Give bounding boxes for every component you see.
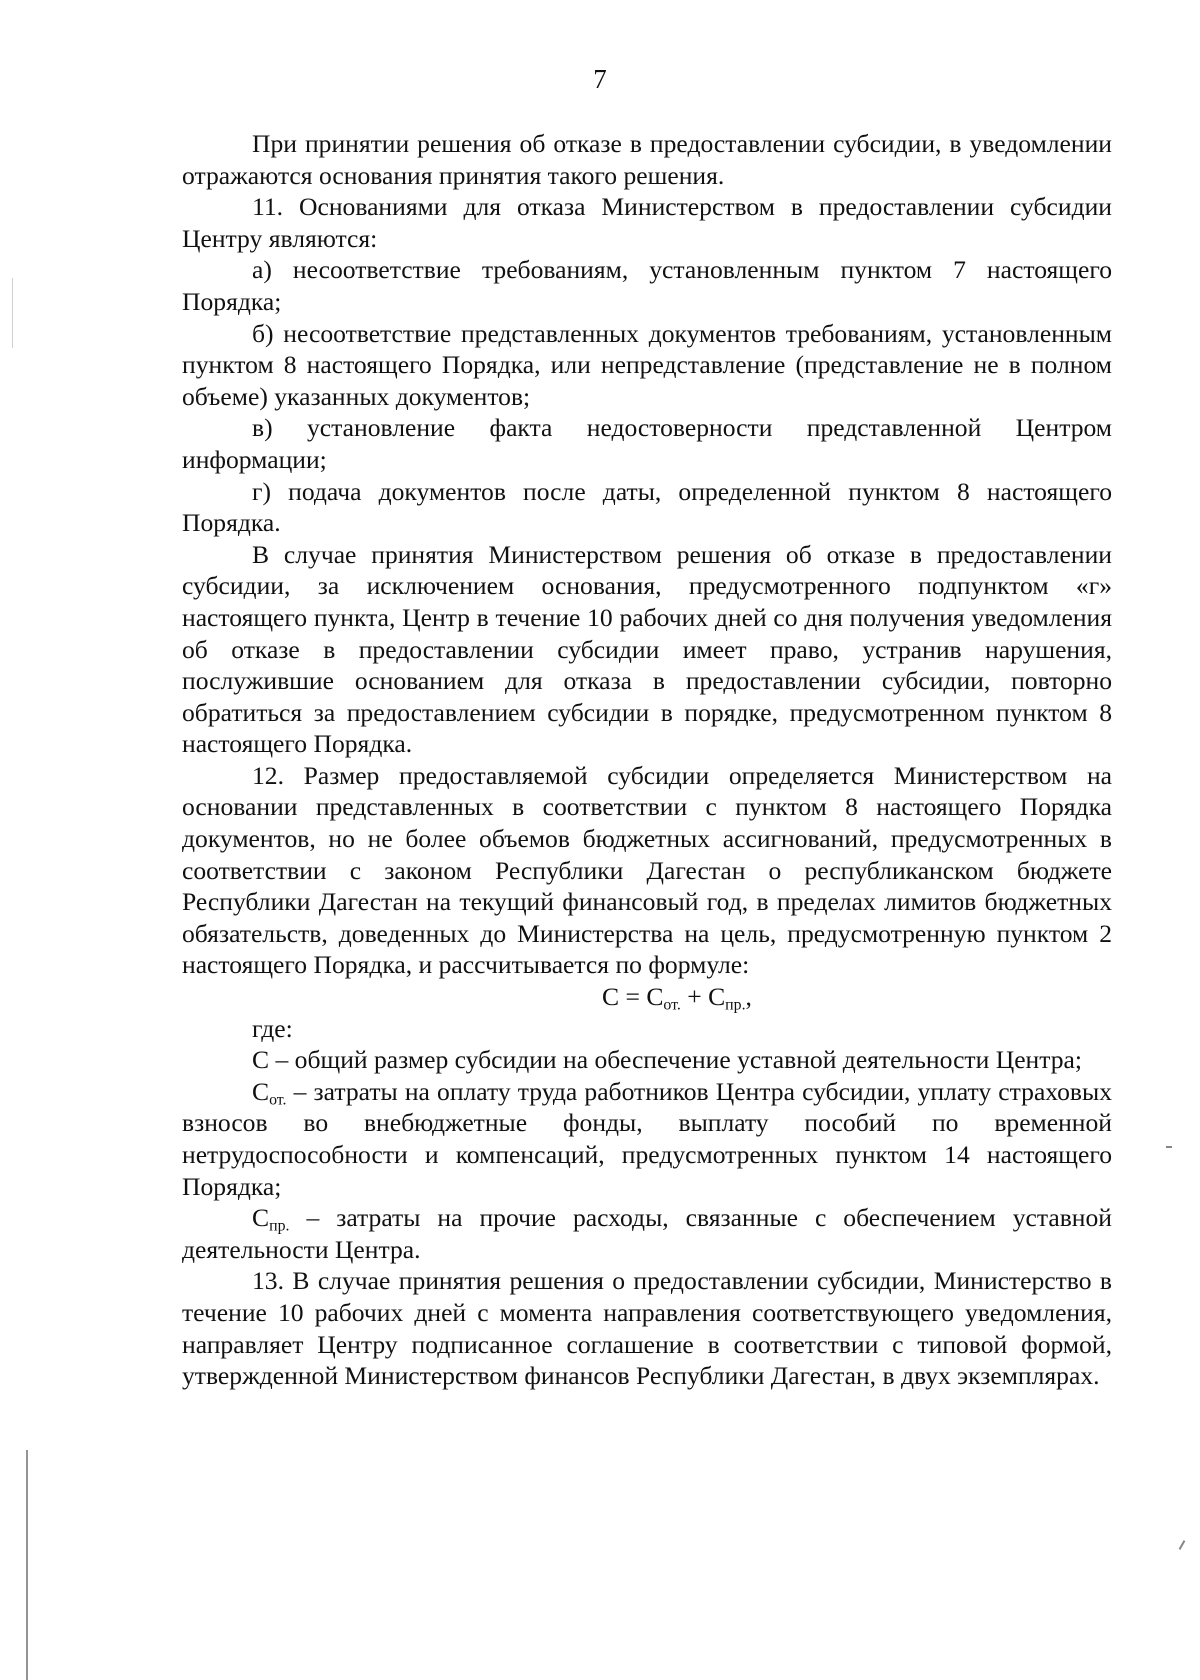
c-pr-text: – затраты на прочие расходы, связанные с обеспечением уставной деятельности Центра. [182, 1203, 1112, 1264]
scan-artifact-left-top [12, 278, 13, 348]
where-label: где: [252, 1013, 293, 1043]
page-number: 7 [593, 64, 607, 94]
paragraph-11-g: г) подача документов после даты, определенной пунктом 8 настоящего Порядка. [182, 476, 1112, 538]
paragraph-11-b: б) несоответствие представленных документов требованиям, установленным пунктом 8 настоящего Порядка, или непредставление (представление не в полном объеме) указанных документов; [182, 318, 1112, 411]
formula-tail: , [745, 982, 752, 1012]
paragraph-11-header: 11. Основаниями для отказа Министерством в предоставлении субсидии Центру являются: [182, 192, 1112, 253]
paragraph-11-v: в) установление факта недостоверности представленной Центром информации; [182, 413, 1112, 474]
c-ot-text: – затраты на оплату труда работников Центра субсидии, уплату страховых взносов во внебюджетные фонды, выплату пособий по временной нетрудоспособности и компенсаций, предусмотренных пунктом 14 настоящего Порядка; [182, 1076, 1112, 1201]
paragraph-12: 12. Размер предоставляемой субсидии определяется Министерством на основании представленных в соответствии с пунктом 8 настоящего Порядка документов, но не более объемов бюджетных ассигнований, предусмотренных в соответствии с законом Республики Дагестан о республиканском бюджете Республики Дагестан на текущий финансовый год, в пределах лимитов бюджетных обязательств, доведенных до Министерства на цель, предусмотренную пунктом 2 настоящего Порядка, и рассчитывается по формуле: [182, 760, 1112, 980]
scan-artifact-right-mark [1166, 1146, 1172, 1148]
document-body [182, 128, 1112, 1392]
definition-c-ot [182, 1076, 1112, 1202]
formula-lhs: С = С [602, 982, 664, 1012]
formula [182, 981, 1112, 1013]
definition-c-pr [182, 1202, 1112, 1265]
paragraph-refusal-notice: При принятии решения об отказе в предоставлении субсидии, в уведомлении отражаются основания принятия такого решения. [182, 129, 1112, 190]
definition-c-total: С – общий размер субсидии на обеспечение уставной деятельности Центра; [252, 1045, 1083, 1075]
paragraph-13: 13. В случае принятия решения о предоставлении субсидии, Министерство в течение 10 рабочих дней с момента направления соответствующего уведомления, направляет Центру подписанное соглашение в соответствии с типовой формой, утвержденной Министерством финансов Республики Дагестан, в двух экземплярах. [182, 1266, 1112, 1391]
formula-sub-ot: от. [663, 996, 681, 1014]
c-ot-symbol: С [252, 1076, 270, 1106]
formula-sub-pr: пр. [725, 996, 746, 1014]
c-pr-symbol: С [252, 1203, 270, 1233]
scan-artifact-right-tick [1179, 1540, 1186, 1550]
scan-artifact-left-bottom [26, 1450, 28, 1680]
paragraph-resubmission: В случае принятия Министерством решения об отказе в предоставлении субсидии, за исключением основания, предусмотренного подпунктом «г» настоящего пункта, Центр в течение 10 рабочих дней со дня получения уведомления об отказе в предоставлении субсидии имеет право, устранив нарушения, послужившие основанием для отказа в предоставлении субсидии, повторно обратиться за предоставлением субсидии в порядке, предусмотренном пунктом 8 настоящего Порядка. [182, 539, 1112, 759]
formula-plus: + С [680, 982, 726, 1012]
paragraph-11-a: а) несоответствие требованиям, установленным пунктом 7 настоящего Порядка; [182, 255, 1112, 316]
c-pr-subscript: пр. [269, 1217, 290, 1235]
c-ot-subscript: от. [269, 1091, 287, 1109]
